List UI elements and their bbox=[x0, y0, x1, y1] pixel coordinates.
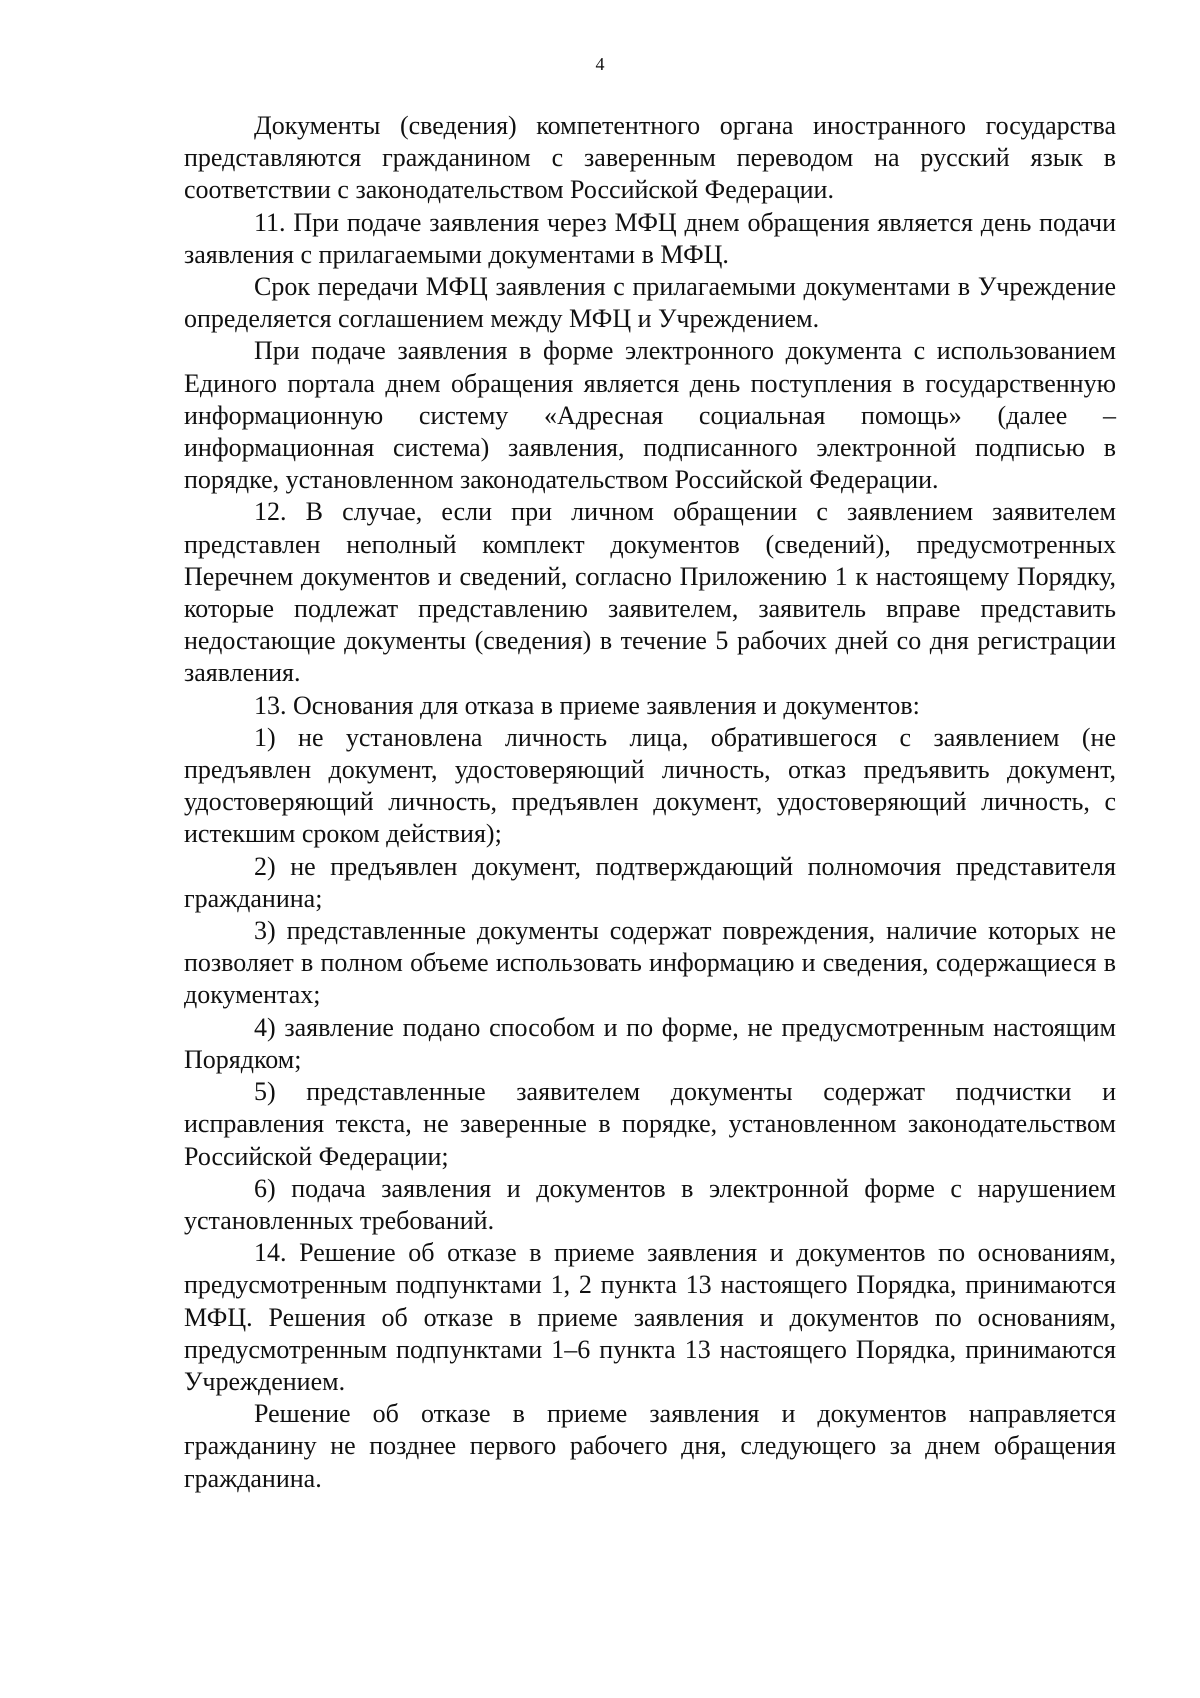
paragraph-13-refusal-grounds: 13. Основания для отказа в приеме заявления и документов: bbox=[254, 690, 920, 720]
paragraph-12-incomplete-documents: 12. В случае, если при личном обращении с заявлением заявителем представлен неполный комплект документов (сведений), предусмотренных Перечнем документов и сведений, согласно Приложению 1 к настоящему Порядку, которые подлежат представлению заявителем, заявитель вправе представить недостающие документы (сведения) в течение 5 рабочих дней со дня регистрации заявления. bbox=[184, 497, 1116, 688]
paragraph-11-mfc-application-date: 11. При подаче заявления через МФЦ днем обращения является день подачи заявления с прилагаемыми документами в МФЦ. bbox=[184, 207, 1116, 269]
document-body bbox=[184, 110, 1116, 1495]
list-item-ground-1: 1) не установлена личность лица, обратившегося с заявлением (не предъявлен документ, удостоверяющий личность, отказ предъявить документ, удостоверяющий личность, предъявлен документ, удостоверяющий личность, с истекшим сроком действия); bbox=[184, 722, 1116, 849]
list-item-ground-3: 3) представленные документы содержат повреждения, наличие которых не позволяет в полном объеме использовать информацию и сведения, содержащиеся в документах; bbox=[184, 916, 1116, 1010]
list-item-ground-6: 6) подача заявления и документов в электронной форме с нарушением установленных требований. bbox=[184, 1173, 1116, 1235]
paragraph-14-refusal-decision: 14. Решение об отказе в приеме заявления и документов по основаниям, предусмотренным подпунктами 1, 2 пункта 13 настоящего Порядка, принимаются МФЦ. Решения об отказе в приеме заявления и документов по основаниям, предусмотренным подпунктами 1–6 пункта 13 настоящего Порядка, принимаются Учреждением. bbox=[184, 1238, 1116, 1396]
page-number: 4 bbox=[595, 54, 605, 74]
paragraph-transfer-term: Срок передачи МФЦ заявления с прилагаемыми документами в Учреждение определяется соглашением между МФЦ и Учреждением. bbox=[184, 272, 1116, 334]
list-item-ground-4: 4) заявление подано способом и по форме, не предусмотренным настоящим Порядком; bbox=[184, 1012, 1116, 1074]
list-item-ground-2: 2) не предъявлен документ, подтверждающий полномочия представителя гражданина; bbox=[184, 851, 1116, 913]
paragraph-electronic-application: При подаче заявления в форме электронного документа с использованием Единого портала днем обращения является день поступления в государственную информационную систему «Адресная социальная помощь» (далее – информационная система) заявления, подписанного электронной подписью в порядке, установленном законодательством Российской Федерации. bbox=[184, 336, 1116, 495]
list-item-ground-5: 5) представленные заявителем документы содержат подчистки и исправления текста, не заверенные в порядке, установленном законодательством Российской Федерации; bbox=[184, 1077, 1116, 1171]
paragraph-foreign-documents: Документы (сведения) компетентного органа иностранного государства представляются гражданином с заверенным переводом на русский язык в соответствии с законодательством Российской Федерации. bbox=[184, 111, 1116, 205]
paragraph-refusal-notification: Решение об отказе в приеме заявления и документов направляется гражданину не позднее первого рабочего дня, следующего за днем обращения гражданина. bbox=[184, 1399, 1116, 1493]
